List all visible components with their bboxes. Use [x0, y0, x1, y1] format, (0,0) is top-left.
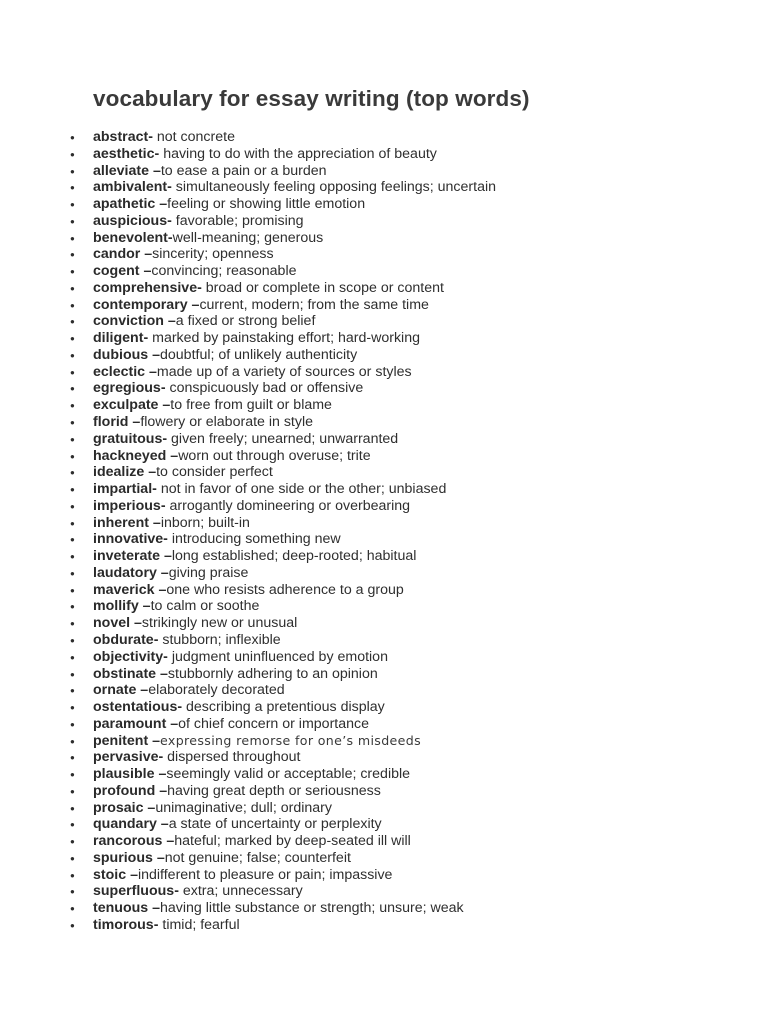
bullet-icon: ●: [70, 736, 75, 746]
vocab-definition: introducing something new: [171, 531, 341, 548]
vocab-term: innovative: [93, 531, 164, 548]
bullet-icon: ●: [70, 568, 75, 578]
term-separator: -: [153, 916, 163, 933]
vocab-term: abstract: [93, 129, 149, 145]
list-item: [0, 380, 768, 397]
vocab-definition: elaborately decorated: [148, 682, 285, 699]
bullet-icon: ●: [70, 283, 75, 293]
term-separator: –: [156, 816, 169, 833]
vocab-term: cogent: [93, 263, 140, 280]
bullet-icon: ●: [70, 216, 75, 226]
vocab-term: impartial: [93, 481, 153, 498]
list-item: [0, 163, 768, 180]
term-separator: -: [143, 330, 153, 347]
vocab-definition: hateful; marked by deep-seated ill will: [174, 833, 411, 850]
term-separator: -: [153, 631, 163, 648]
vocab-term: idealize: [93, 464, 145, 481]
term-separator: –: [149, 162, 161, 179]
vocab-definition: giving praise: [168, 564, 249, 581]
bullet-icon: ●: [70, 904, 75, 914]
vocab-term: diligent: [93, 330, 144, 347]
term-separator: –: [144, 464, 157, 481]
term-separator: -: [163, 648, 172, 665]
list-item: [0, 716, 768, 733]
vocab-term: auspicious: [93, 212, 168, 229]
list-item: [0, 733, 768, 750]
vocab-definition: extra; unnecessary: [182, 883, 303, 900]
term-separator: –: [154, 766, 167, 783]
term-separator: –: [160, 548, 172, 565]
list-item: [0, 582, 768, 599]
vocab-term: rancorous: [93, 833, 163, 850]
term-separator: –: [145, 363, 157, 380]
vocab-definition: seemingly valid or acceptable; credible: [166, 766, 411, 783]
list-item: [0, 531, 768, 548]
list-item: [0, 565, 768, 582]
bullet-icon: ●: [70, 183, 75, 193]
list-item: [0, 632, 768, 649]
list-item: [0, 330, 768, 347]
bullet-icon: ●: [70, 434, 75, 444]
vocab-definition: worn out through overuse; trite: [178, 447, 371, 464]
term-separator: –: [140, 246, 153, 263]
vocab-term: inveterate: [93, 548, 161, 565]
vocab-term: superfluous: [93, 883, 175, 900]
list-item: [0, 448, 768, 465]
vocab-definition: dispersed throughout: [167, 749, 301, 766]
term-separator: -: [160, 380, 170, 397]
term-separator: –: [126, 866, 138, 883]
vocab-term: novel: [93, 615, 131, 632]
term-separator: -: [152, 481, 161, 498]
vocab-definition: stubborn; inflexible: [162, 631, 281, 648]
list-item: [0, 313, 768, 330]
vocab-term: mollify: [93, 598, 139, 615]
term-separator: -: [160, 497, 170, 514]
term-separator: –: [158, 397, 171, 414]
vocab-definition: broad or complete in scope or content: [205, 279, 444, 296]
list-item: [0, 196, 768, 213]
bullet-icon: ●: [70, 786, 75, 796]
vocab-definition: not genuine; false; counterfeit: [164, 849, 351, 866]
vocab-term: profound: [93, 782, 156, 799]
bullet-icon: ●: [70, 853, 75, 863]
vocab-term: comprehensive: [93, 279, 198, 296]
vocab-definition: having great depth or seriousness: [167, 782, 381, 799]
vocab-term: ostentatious: [93, 699, 178, 716]
bullet-icon: ●: [70, 451, 75, 461]
list-item: [0, 615, 768, 632]
vocab-definition: of chief concern or importance: [178, 715, 369, 732]
bullet-icon: ●: [70, 317, 75, 327]
term-separator: –: [128, 414, 141, 431]
bullet-icon: ●: [70, 585, 75, 595]
bullet-icon: ●: [70, 837, 75, 847]
vocab-term: benevolent: [93, 229, 168, 246]
bullet-icon: ●: [70, 149, 75, 159]
term-separator: -: [174, 883, 183, 900]
vocab-term: apathetic: [93, 196, 156, 213]
bullet-icon: ●: [70, 602, 75, 612]
term-separator: –: [163, 313, 176, 330]
vocab-definition: favorable; promising: [175, 212, 304, 229]
term-separator: –: [130, 615, 142, 632]
term-separator: –: [156, 564, 169, 581]
vocab-term: plausible: [93, 766, 155, 783]
bullet-icon: ●: [70, 535, 75, 545]
list-item: [0, 129, 768, 146]
term-separator: –: [152, 849, 165, 866]
vocab-term: quandary: [93, 816, 157, 833]
vocab-term: eclectic: [93, 363, 146, 380]
vocab-definition: a state of uncertainty or perplexity: [168, 816, 382, 833]
vocab-term: paramount: [93, 715, 167, 732]
term-separator: -: [162, 430, 172, 447]
vocab-term: timorous: [93, 916, 154, 933]
list-item: [0, 598, 768, 615]
list-item: [0, 246, 768, 263]
vocab-term: contemporary: [93, 296, 188, 313]
bullet-icon: ●: [70, 669, 75, 679]
bullet-icon: ●: [70, 652, 75, 662]
list-item: [0, 397, 768, 414]
list-item: [0, 666, 768, 683]
term-separator: -: [148, 129, 157, 145]
list-item: [0, 481, 768, 498]
bullet-icon: ●: [70, 166, 75, 176]
vocab-term: florid: [93, 414, 129, 431]
list-item: [0, 263, 768, 280]
vocabulary-list: [0, 129, 768, 934]
list-item: [0, 783, 768, 800]
bullet-icon: ●: [70, 334, 75, 344]
vocab-term: candor: [93, 246, 141, 263]
bullet-icon: ●: [70, 887, 75, 897]
bullet-icon: ●: [70, 552, 75, 562]
term-separator: –: [148, 514, 161, 531]
vocab-term: aesthetic: [93, 145, 155, 162]
vocab-definition: not concrete: [156, 129, 235, 145]
vocab-definition: convincing; reasonable: [151, 263, 297, 280]
list-item: [0, 347, 768, 364]
vocab-term: maverick: [93, 581, 155, 598]
vocab-term: stoic: [93, 866, 127, 883]
vocab-term: obstinate: [93, 665, 157, 682]
vocab-definition: doubtful; of unlikely authenticity: [160, 346, 358, 363]
term-separator: –: [143, 799, 156, 816]
bullet-icon: ●: [70, 367, 75, 377]
bullet-icon: ●: [70, 468, 75, 478]
bullet-icon: ●: [70, 501, 75, 511]
term-separator: –: [148, 732, 161, 749]
list-item: [0, 364, 768, 381]
term-separator: -: [167, 212, 176, 229]
bullet-icon: ●: [70, 820, 75, 830]
vocab-definition: having to do with the appreciation of beauty: [163, 145, 437, 162]
bullet-icon: ●: [70, 200, 75, 210]
term-separator: -: [158, 749, 168, 766]
bullet-icon: ●: [70, 719, 75, 729]
list-item: [0, 917, 768, 934]
list-item: [0, 297, 768, 314]
term-separator: –: [156, 665, 168, 682]
list-item: [0, 900, 768, 917]
term-separator: –: [136, 682, 149, 699]
term-separator: -: [197, 279, 206, 296]
vocab-definition: strikingly new or unusual: [141, 615, 298, 632]
vocab-term: prosaic: [93, 799, 144, 816]
bullet-icon: ●: [70, 485, 75, 495]
bullet-icon: ●: [70, 703, 75, 713]
vocab-definition: to free from guilt or blame: [170, 397, 332, 414]
bullet-icon: ●: [70, 920, 75, 930]
term-separator: -: [177, 699, 187, 716]
bullet-icon: ●: [70, 753, 75, 763]
vocab-definition: one who resists adherence to a group: [166, 581, 404, 598]
list-item: [0, 749, 768, 766]
bullet-icon: ●: [70, 770, 75, 780]
list-item: [0, 649, 768, 666]
vocab-term: dubious: [93, 346, 149, 363]
vocab-term: spurious: [93, 849, 153, 866]
bullet-icon: ●: [70, 133, 75, 142]
vocab-term: alleviate: [93, 162, 150, 179]
bullet-icon: ●: [70, 619, 75, 629]
vocab-term: penitent: [93, 732, 149, 749]
vocab-term: exculpate: [93, 397, 159, 414]
bullet-icon: ●: [70, 233, 75, 243]
vocab-definition: flowery or elaborate in style: [140, 414, 314, 431]
term-separator: -: [167, 179, 176, 196]
page-title: vocabulary for essay writing (top words): [93, 86, 530, 111]
term-separator: –: [154, 581, 167, 598]
vocab-definition: describing a pretentious display: [186, 699, 385, 716]
bullet-icon: ●: [70, 300, 75, 310]
vocab-definition: conspicuously bad or offensive: [169, 380, 364, 397]
bullet-icon: ●: [70, 250, 75, 260]
vocab-term: conviction: [93, 313, 164, 330]
vocab-definition: expressing remorse for one’s misdeeds: [160, 732, 421, 748]
bullet-icon: ●: [70, 267, 75, 277]
bullet-icon: ●: [70, 518, 75, 528]
vocab-definition: given freely; unearned; unwarranted: [171, 430, 399, 447]
vocab-term: hackneyed: [93, 447, 167, 464]
list-item: [0, 850, 768, 867]
vocab-definition: made up of a variety of sources or styles: [156, 363, 412, 380]
bullet-icon: ●: [70, 401, 75, 411]
term-separator: –: [166, 447, 179, 464]
list-item: [0, 431, 768, 448]
bullet-icon: ●: [70, 350, 75, 360]
vocab-definition: stubbornly adhering to an opinion: [167, 665, 378, 682]
list-item: [0, 766, 768, 783]
vocab-term: inherent: [93, 514, 149, 531]
vocab-definition: arrogantly domineering or overbearing: [169, 497, 411, 514]
term-separator: –: [155, 196, 168, 213]
term-separator: –: [162, 833, 175, 850]
vocab-term: imperious: [93, 497, 161, 514]
term-separator: –: [148, 346, 161, 363]
vocab-definition: a fixed or strong belief: [175, 313, 316, 330]
vocab-term: laudatory: [93, 564, 157, 581]
term-separator: –: [138, 598, 151, 615]
term-separator: –: [155, 782, 168, 799]
vocab-definition: simultaneously feeling opposing feelings; uncertain: [175, 179, 497, 196]
vocab-definition: indifferent to pleasure or pain; impassive: [137, 866, 393, 883]
vocab-definition: sincerity; openness: [152, 246, 274, 263]
term-separator: -: [167, 229, 173, 246]
bullet-icon: ●: [70, 635, 75, 645]
list-item: [0, 515, 768, 532]
vocab-definition: timid; fearful: [162, 916, 240, 933]
vocab-definition: not in favor of one side or the other; unbiased: [160, 481, 447, 498]
vocab-definition: to consider perfect: [156, 464, 273, 481]
vocab-definition: inborn; built-in: [160, 514, 250, 531]
vocab-term: objectivity: [93, 648, 164, 665]
term-separator: –: [166, 715, 179, 732]
vocab-term: pervasive: [93, 749, 159, 766]
vocab-term: egregious: [93, 380, 161, 397]
bullet-icon: ●: [70, 803, 75, 813]
vocab-definition: to calm or soothe: [150, 598, 260, 615]
list-item: [0, 682, 768, 699]
bullet-icon: ●: [70, 686, 75, 696]
vocab-term: ornate: [93, 682, 137, 699]
vocab-definition: well-meaning; generous: [172, 229, 324, 246]
list-item: [0, 867, 768, 884]
vocab-definition: current, modern; from the same time: [199, 296, 429, 313]
vocab-term: gratuitous: [93, 430, 163, 447]
term-separator: –: [187, 296, 200, 313]
vocab-definition: marked by painstaking effort; hard-working: [152, 330, 420, 347]
term-separator: -: [163, 531, 172, 548]
bullet-icon: ●: [70, 418, 75, 428]
vocab-definition: judgment uninfluenced by emotion: [171, 648, 388, 665]
vocab-term: tenuous: [93, 900, 149, 917]
vocab-definition: to ease a pain or a burden: [160, 162, 327, 179]
list-item: [0, 230, 768, 247]
vocab-term: ambivalent: [93, 179, 168, 196]
list-item: [0, 414, 768, 431]
vocab-term: obdurate: [93, 631, 154, 648]
bullet-icon: ●: [70, 870, 75, 880]
list-item: [0, 883, 768, 900]
vocab-definition: having little substance or strength; unsure; weak: [160, 900, 464, 917]
bullet-icon: ●: [70, 384, 75, 394]
list-item: [0, 146, 768, 163]
vocab-definition: long established; deep-rooted; habitual: [171, 548, 417, 565]
term-separator: -: [154, 145, 164, 162]
list-item: [0, 548, 768, 565]
list-item: [0, 699, 768, 716]
list-item: [0, 833, 768, 850]
list-item: [0, 213, 768, 230]
list-item: [0, 800, 768, 817]
vocab-definition: unimaginative; dull; ordinary: [155, 799, 332, 816]
list-item: [0, 816, 768, 833]
term-separator: –: [139, 263, 152, 280]
list-item: [0, 179, 768, 196]
list-item: [0, 280, 768, 297]
list-item: [0, 498, 768, 515]
term-separator: –: [148, 900, 161, 917]
list-item: [0, 464, 768, 481]
vocab-definition: feeling or showing little emotion: [167, 196, 366, 213]
